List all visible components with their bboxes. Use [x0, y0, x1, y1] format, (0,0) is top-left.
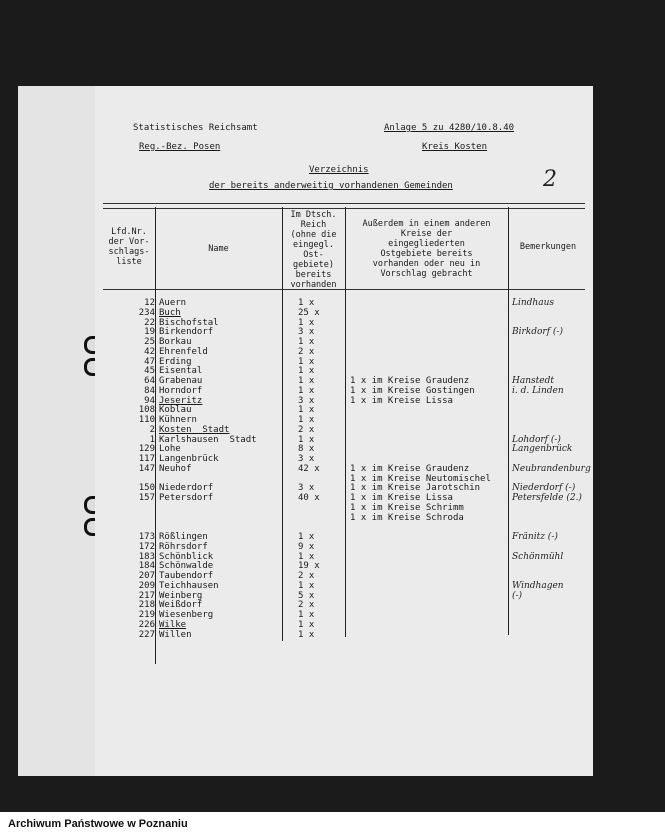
- cell-nr: 42: [144, 346, 155, 357]
- table-row: [95, 591, 593, 601]
- cell-nr: 110: [138, 415, 155, 425]
- cell-nr: 209: [138, 580, 155, 591]
- cell-nr: 234: [138, 307, 155, 318]
- cell-count: 1 x: [298, 610, 315, 620]
- cell-count: 3 x: [298, 395, 315, 406]
- doc-title: Verzeichnis: [309, 165, 369, 175]
- cell-nr: 226: [138, 619, 155, 630]
- cell-other: 1 x im Kreise Lissa: [350, 395, 453, 406]
- cell-name: Eisental: [159, 366, 203, 377]
- cell-name: Borkau: [159, 337, 192, 347]
- cell-count: 1 x: [298, 337, 315, 347]
- table-row: [95, 298, 593, 308]
- cell-count: 1 x: [298, 356, 315, 367]
- cell-name: Neuhof: [159, 463, 192, 474]
- cell-other: 1 x im Kreise Jarotschin: [350, 483, 481, 494]
- cell-remark: (-): [512, 590, 523, 601]
- table-row: [95, 561, 593, 571]
- cell-remark: Schönmühl: [512, 551, 564, 562]
- table-row: [95, 386, 593, 396]
- cell-nr: 84: [144, 385, 155, 396]
- cell-nr: 218: [138, 600, 155, 611]
- table-row: [95, 435, 593, 445]
- cell-other: 1 x im Kreise Graudenz: [350, 376, 470, 386]
- cell-nr: 183: [138, 551, 155, 562]
- table-row: [95, 415, 593, 425]
- cell-remark: Lohdorf (-): [512, 434, 561, 445]
- table-row: [95, 444, 593, 454]
- table-row: [95, 630, 593, 640]
- cell-count: 25 x: [298, 307, 320, 318]
- document-page: [95, 86, 593, 776]
- cell-count: 3 x: [298, 327, 315, 338]
- cell-count: 1 x: [298, 376, 315, 386]
- table-row: [95, 571, 593, 581]
- cell-name: Langenbrück: [159, 454, 219, 464]
- cell-remark: Neubrandenburg: [512, 463, 591, 474]
- cell-nr: 19: [144, 327, 155, 338]
- table-row: [95, 532, 593, 542]
- cell-name: Rößlingen: [159, 532, 208, 542]
- cell-name: Willen: [159, 629, 192, 640]
- cell-name: Ehrenfeld: [159, 346, 208, 357]
- cell-name: Erding: [159, 356, 192, 367]
- header-nr: Lfd.Nr. der Vor- schlags- liste: [108, 227, 150, 267]
- cell-nr: 207: [138, 571, 155, 581]
- cell-nr: 47: [144, 356, 155, 367]
- cell-nr: 108: [138, 405, 155, 416]
- cell-nr: 129: [138, 444, 155, 455]
- cell-remark: Lindhaus: [512, 298, 554, 308]
- cell-name: Wiesenberg: [159, 610, 214, 620]
- table-row: [95, 600, 593, 610]
- cell-name: Kosten Stadt: [159, 424, 230, 435]
- cell-other: 1 x im Kreise Lissa: [350, 493, 453, 503]
- table-row: [95, 483, 593, 493]
- cell-count: 1 x: [298, 366, 315, 377]
- table-row: [95, 357, 593, 367]
- cell-name: Petersdorf: [159, 493, 214, 503]
- footer-bar: [0, 812, 665, 840]
- cell-nr: 45: [144, 366, 155, 377]
- cell-count: 1 x: [298, 298, 315, 308]
- cell-nr: 227: [138, 629, 155, 640]
- cell-name: Kühnern: [159, 415, 197, 425]
- cell-count: 2 x: [298, 424, 315, 435]
- cell-count: 40 x: [298, 493, 320, 503]
- cell-name: Weinberg: [159, 590, 203, 601]
- cell-name: Weißdorf: [159, 600, 203, 611]
- reference: Anlage 5 zu 4280/10.8.40: [384, 123, 515, 133]
- cell-remark: Petersfelde (2.): [512, 493, 582, 503]
- cell-remark: Windhagen: [512, 580, 564, 591]
- cell-count: 1 x: [298, 317, 315, 328]
- cell-remark: Birkdorf (-): [512, 327, 563, 338]
- cell-nr: 94: [144, 395, 155, 406]
- table-row: [95, 581, 593, 591]
- cell-count: 2 x: [298, 346, 315, 357]
- cell-count: 1 x: [298, 385, 315, 396]
- cell-name: Röhrsdorf: [159, 541, 208, 552]
- cell-nr: 25: [144, 337, 155, 347]
- table-row: [95, 366, 593, 376]
- cell-nr: 172: [138, 541, 155, 552]
- cell-remark: i. d. Linden: [512, 385, 564, 396]
- cell-name: Jeseritz: [159, 395, 203, 406]
- cell-remark: Langenbrück: [512, 444, 573, 455]
- table-row: [95, 610, 593, 620]
- cell-count: 8 x: [298, 444, 315, 455]
- cell-name: Birkendorf: [159, 327, 214, 338]
- cell-name: Horndorf: [159, 385, 203, 396]
- cell-other: 1 x im Kreise Graudenz: [350, 463, 470, 474]
- cell-nr: 173: [138, 532, 155, 542]
- table-row: [95, 503, 593, 513]
- table-row: [95, 337, 593, 347]
- cell-nr: 150: [138, 483, 155, 494]
- cell-name: Schönwalde: [159, 561, 214, 572]
- table-row: [95, 376, 593, 386]
- cell-name: Grabenau: [159, 376, 203, 386]
- cell-name: Lohe: [159, 444, 181, 455]
- table-row: [95, 522, 593, 532]
- table-row: [95, 513, 593, 523]
- cell-count: 5 x: [298, 590, 315, 601]
- page-number: 2: [543, 167, 557, 192]
- cell-nr: 219: [138, 610, 155, 620]
- archive-label: Archiwum Państwowe w Poznaniu: [8, 818, 188, 830]
- cell-nr: 12: [144, 298, 155, 308]
- district: Kreis Kosten: [422, 142, 488, 152]
- header-remarks: Bemerkungen: [519, 242, 577, 252]
- header-name: Name: [208, 244, 229, 254]
- cell-count: 1 x: [298, 532, 315, 542]
- issuer: Statistisches Reichsamt: [133, 123, 258, 133]
- table-row: [95, 318, 593, 328]
- cell-nr: 147: [138, 463, 155, 474]
- cell-count: 3 x: [298, 483, 315, 494]
- table-row: [95, 493, 593, 503]
- table-row: [95, 620, 593, 630]
- table-top-rule: [103, 203, 585, 209]
- cell-count: 3 x: [298, 454, 315, 464]
- cell-nr: 217: [138, 590, 155, 601]
- table-row: [95, 474, 593, 484]
- doc-subtitle: der bereits anderweitig vorhandenen Gemeinden: [209, 181, 453, 191]
- table-row: [95, 308, 593, 318]
- cell-name: Karlshausen Stadt: [159, 434, 257, 445]
- cell-name: Wilke: [159, 619, 187, 630]
- region: Reg.-Bez. Posen: [139, 142, 221, 152]
- cell-nr: 64: [144, 376, 155, 386]
- cell-nr: 1: [149, 434, 155, 445]
- cell-other: 1 x im Kreise Schrimm: [350, 502, 464, 513]
- cell-remark: Hanstedt: [512, 376, 554, 386]
- table-row: [95, 405, 593, 415]
- cell-other: 1 x im Kreise Schroda: [350, 512, 464, 523]
- cell-count: 1 x: [298, 415, 315, 425]
- cell-nr: 22: [144, 317, 155, 328]
- cell-name: Teichhausen: [159, 580, 219, 591]
- cell-remark: Fränitz (-): [512, 532, 558, 542]
- header-reich: Im Dtsch. Reich (ohne die eingegl. Ost- gebiete) bereits vorhanden: [290, 210, 337, 290]
- table-row: [95, 327, 593, 337]
- binder-cover: [18, 86, 105, 776]
- cell-count: 42 x: [298, 463, 320, 474]
- cell-name: Schönblick: [159, 551, 214, 562]
- cell-nr: 2: [149, 424, 155, 435]
- cell-count: 1 x: [298, 551, 315, 562]
- cell-name: Koblau: [159, 405, 192, 416]
- cell-name: Niederdorf: [159, 483, 214, 494]
- cell-other: 1 x im Kreise Gostingen: [350, 385, 475, 396]
- cell-name: Buch: [159, 307, 181, 318]
- cell-other: 1 x im Kreise Neutomischel: [350, 473, 491, 484]
- cell-nr: 157: [138, 493, 155, 503]
- cell-nr: 184: [138, 561, 155, 572]
- cell-count: 2 x: [298, 600, 315, 611]
- table-row: [95, 454, 593, 464]
- cell-count: 2 x: [298, 571, 315, 581]
- table-row: [95, 425, 593, 435]
- table-row: [95, 542, 593, 552]
- cell-count: 1 x: [298, 434, 315, 445]
- cell-nr: 117: [138, 454, 155, 464]
- table-row: [95, 552, 593, 562]
- cell-count: 19 x: [298, 561, 320, 572]
- cell-name: Bischofstal: [159, 317, 219, 328]
- table-row: [95, 347, 593, 357]
- cell-count: 1 x: [298, 619, 315, 630]
- cell-count: 1 x: [298, 629, 315, 640]
- table-row: [95, 464, 593, 474]
- cell-name: Taubendorf: [159, 571, 214, 581]
- header-other: Außerdem in einem anderen Kreise der eingegliederten Ostgebiete bereits vorhanden oder neu in Vorschlag gebracht: [362, 219, 491, 279]
- cell-count: 1 x: [298, 405, 315, 416]
- cell-remark: Niederdorf (-): [512, 483, 576, 494]
- cell-count: 1 x: [298, 580, 315, 591]
- cell-name: Auern: [159, 298, 187, 308]
- table-row: [95, 396, 593, 406]
- cell-count: 9 x: [298, 541, 315, 552]
